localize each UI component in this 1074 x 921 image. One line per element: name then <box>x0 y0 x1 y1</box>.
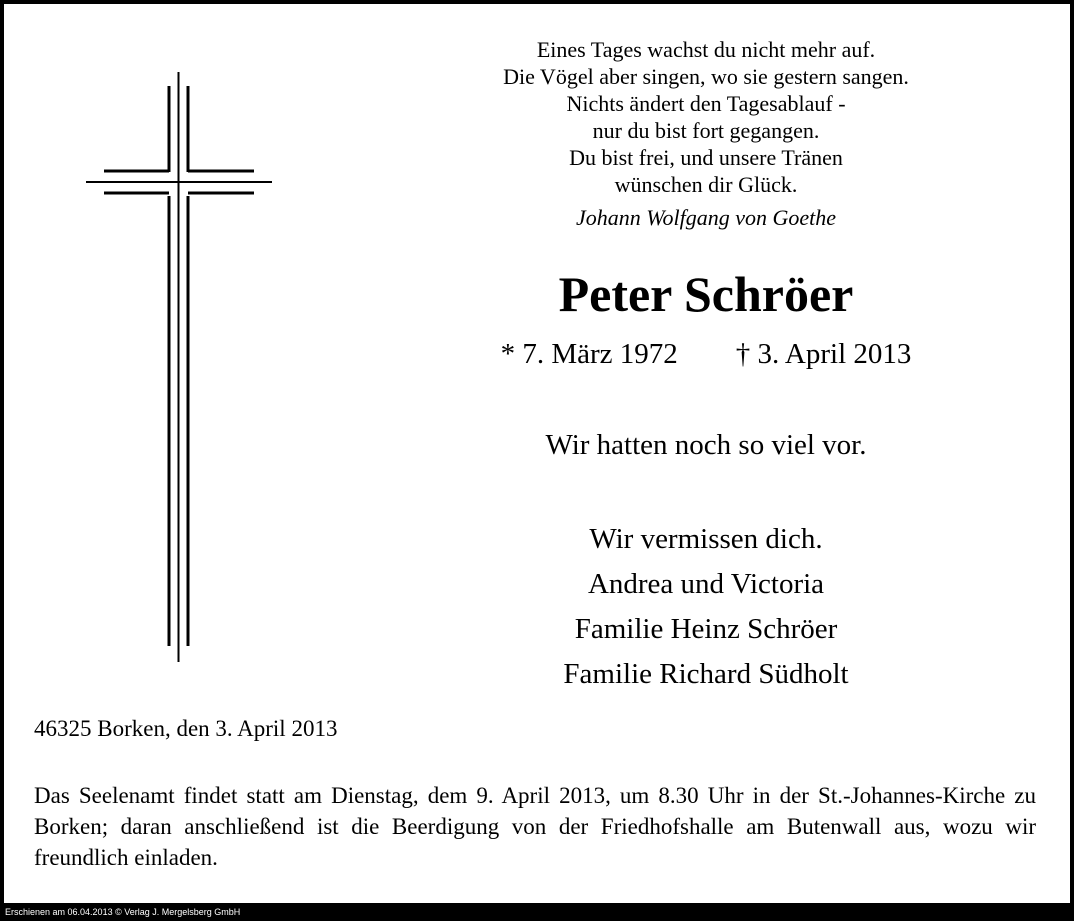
cross-icon <box>84 72 274 664</box>
deceased-name: Peter Schröer <box>558 266 854 322</box>
poem-line: Du bist frei, und unsere Tränen <box>569 145 843 170</box>
poem-author: Johann Wolfgang von Goethe <box>575 205 837 230</box>
poem <box>406 36 1006 198</box>
mourner-line: Familie Richard Südholt <box>563 658 849 690</box>
poem-line: nur du bist fort gegangen. <box>592 118 820 143</box>
poem-line: wünschen dir Glück. <box>614 172 798 197</box>
publication-credit: Erschienen am 06.04.2013 © Verlag J. Mergelsberg GmbH <box>5 907 241 917</box>
life-dates <box>406 337 1006 371</box>
mourner-line: Andrea und Victoria <box>587 568 825 600</box>
mourner-line: Wir vermissen dich. <box>589 523 823 555</box>
poem-line: Eines Tages wachst du nicht mehr auf. <box>536 37 876 62</box>
birth-date: * 7. März 1972 <box>500 338 678 370</box>
mourners <box>406 517 1006 697</box>
poem-line: Nichts ändert den Tagesablauf - <box>566 91 846 116</box>
mourner-line: Familie Heinz Schröer <box>574 613 838 645</box>
footer-bar <box>0 903 1074 921</box>
service-text: Das Seelenamt findet statt am Dienstag, dem 9. April 2013, um 8.30 Uhr in der St.-Johannes-Kirche zu Borken; daran anschließend ist die Beerdigung von der Friedhofshalle am Butenwall aus, wozu wir freundlich einladen. <box>34 783 1036 870</box>
statement: Wir hatten noch so viel vor. <box>545 429 867 461</box>
place-date: 46325 Borken, den 3. April 2013 <box>34 716 338 741</box>
poem-line: Die Vögel aber singen, wo sie gestern sangen. <box>503 64 909 89</box>
death-date: † 3. April 2013 <box>735 338 912 370</box>
